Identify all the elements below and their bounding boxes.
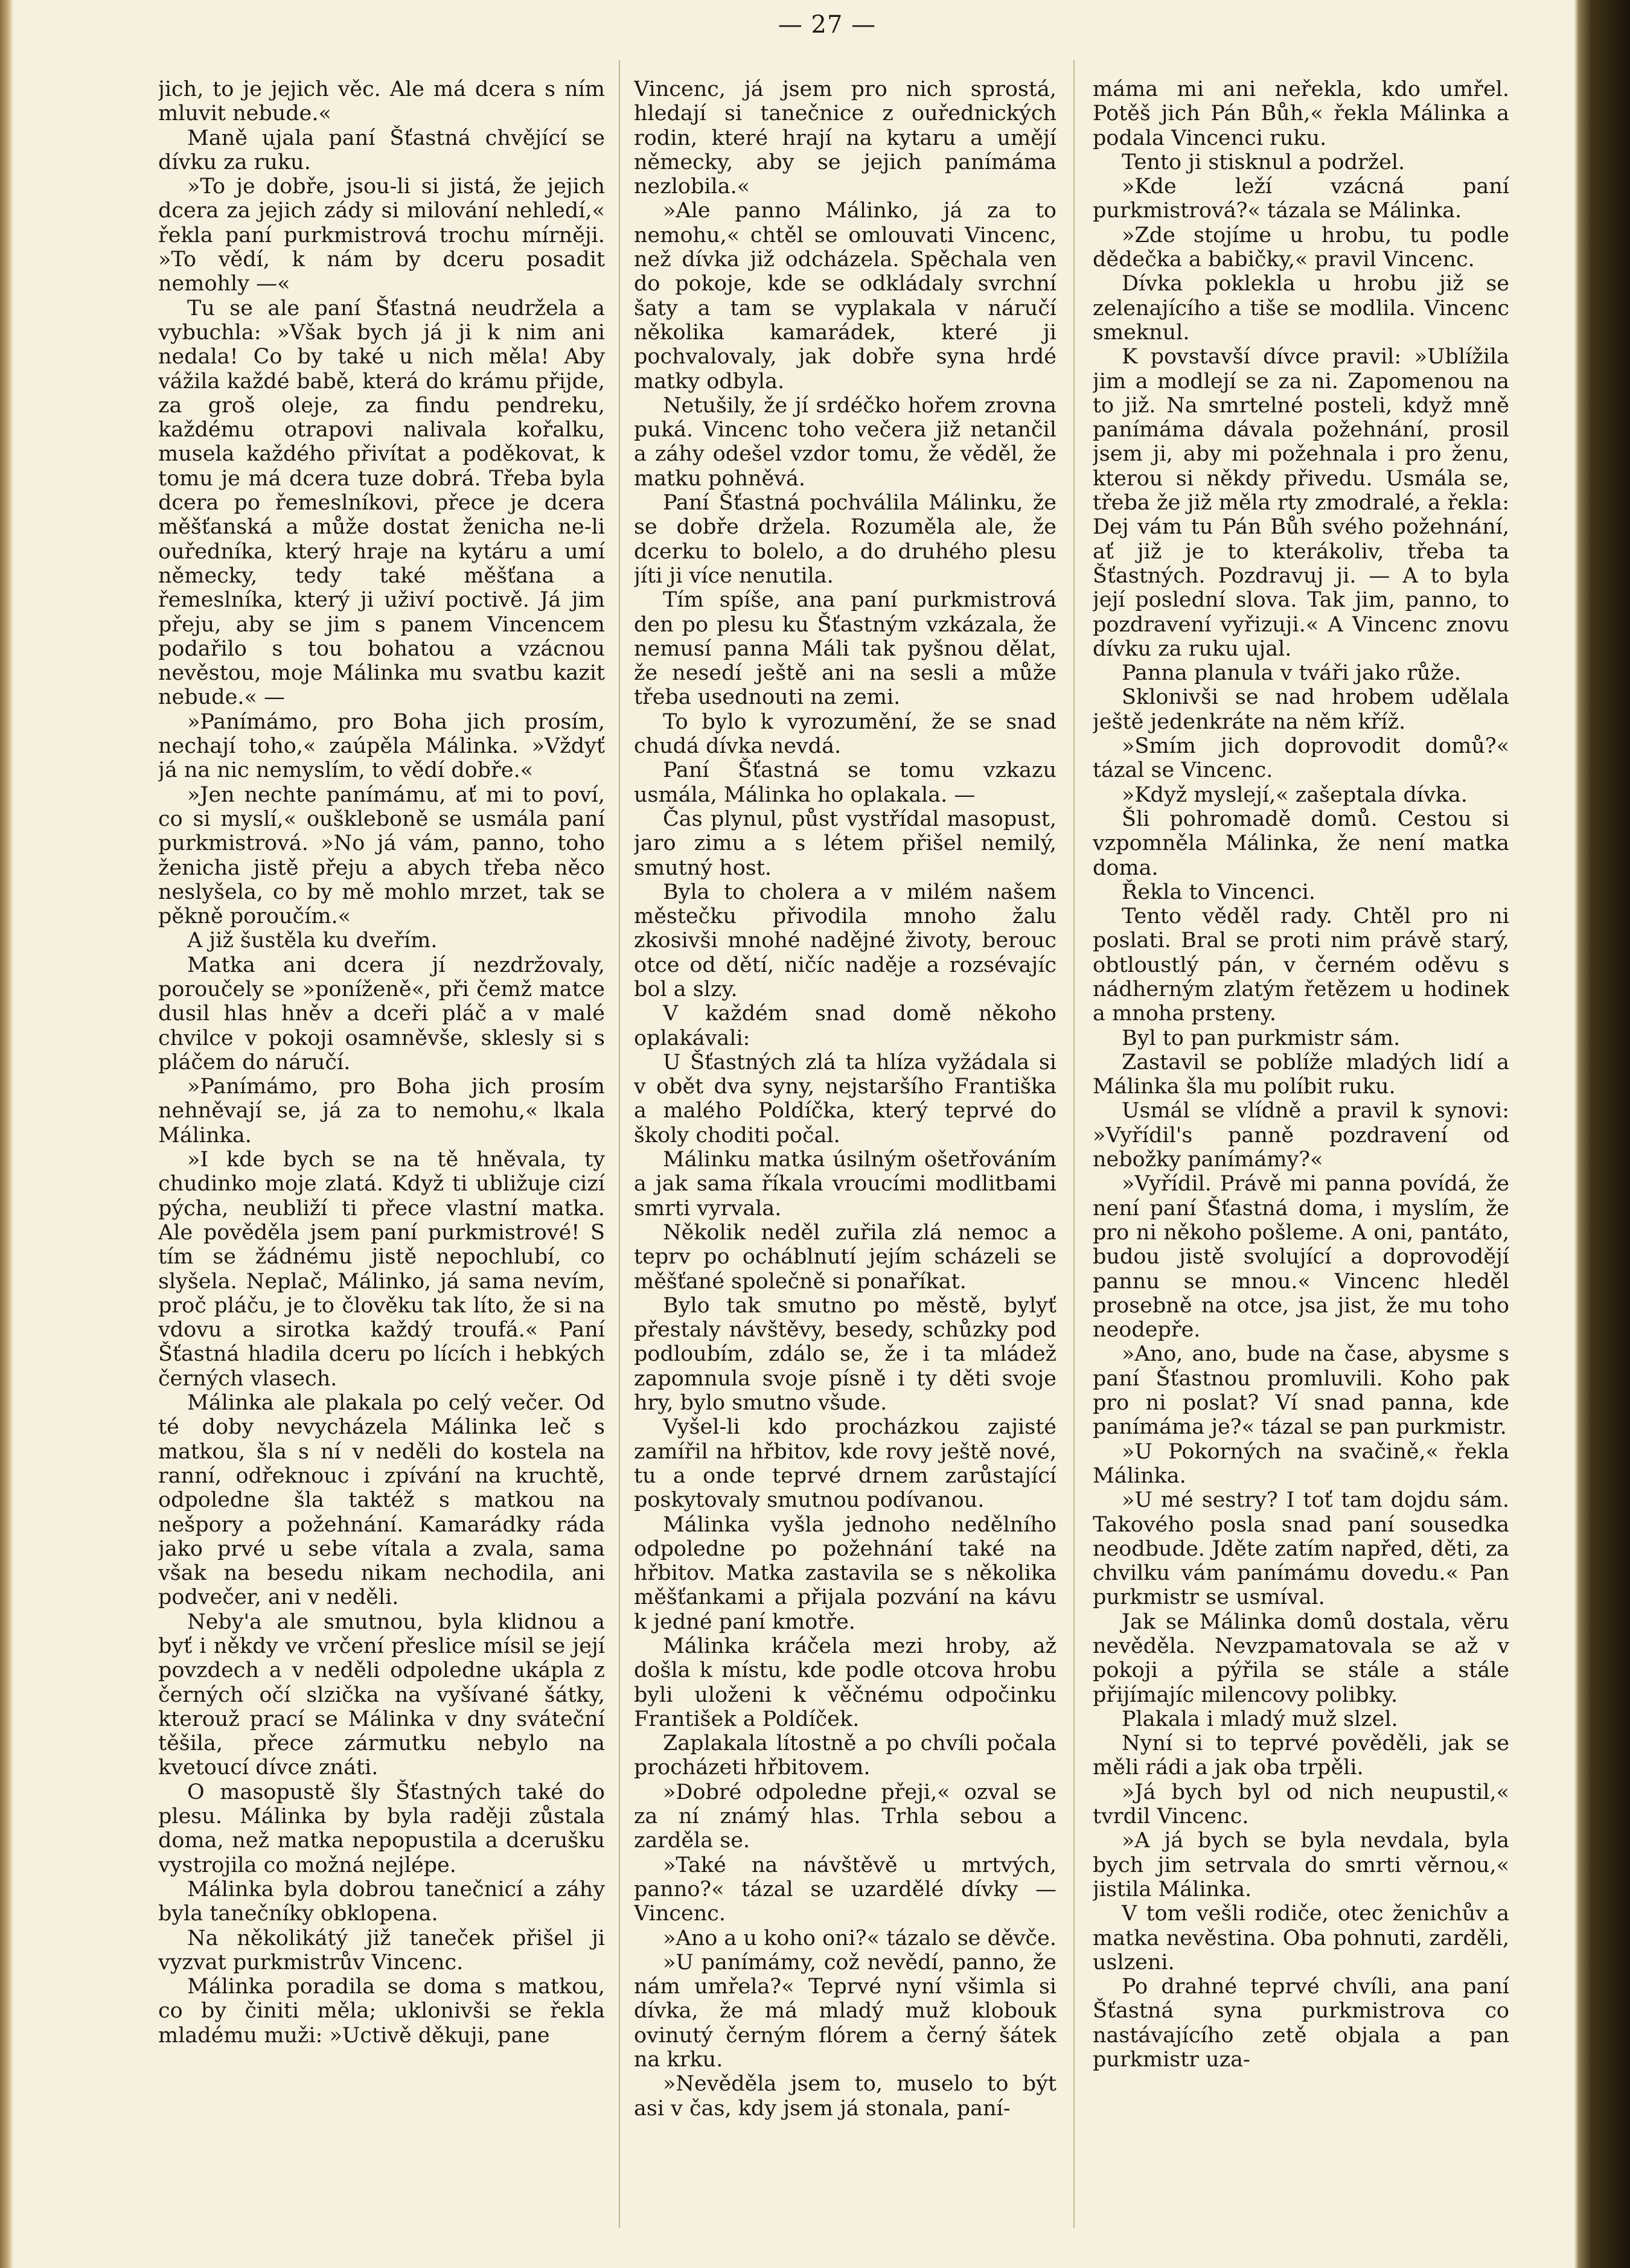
paragraph: Vyšel-li kdo procházkou zajisté zamířil na hřbitov, kde rovy ještě nové, tu a onde teprvé drnem zarůstající poskytovaly smutnou podívanou. [634,1415,1056,1513]
paragraph: Zastavil se poblíže mladých lidí a Málinka šla mu políbit ruku. [1093,1050,1509,1099]
paragraph: jich, to je jejich věc. Ale má dcera s ním mluvit nebude.« [158,77,605,126]
paragraph: Několik neděl zuřila zlá nemoc a teprv po ocháblnutí jejím scházeli se měšťané společně si ponaříkat. [634,1220,1056,1294]
paragraph: »To je dobře, jsou-li si jistá, že jejich dcera za jejich zády si milování nehledí,« řekla paní purkmistrová trochu mírněji. »To vědí, k nám by dceru posadit nemohly —« [158,174,605,296]
paragraph: »U mé sestry? I toť tam dojdu sám. Takového posla snad paní sousedka neodbude. Jděte zatím napřed, děti, za chvilku vám panímámu dovedu.« Pan purkmistr se usmíval. [1093,1488,1509,1610]
paragraph: Řekla to Vincenci. [1122,880,1315,904]
paragraph: Po drahné teprvé chvíli, ana paní Šťastná syna purkmistrova co nastávajícího zetě objala a pan purkmistr uza- [1093,1975,1509,2072]
text-column-3 [1093,77,1509,2226]
paragraph: Na několikátý již taneček přišel ji vyzvat purkmistrův Vincenc. [158,1926,605,1975]
paragraph: Tím spíše, ana paní purkmistrová den po plesu ku Šťastným vzkázala, že nemusí panna Máli tak pyšnou dělat, že nesedí ještě ani na sesli a může třeba usednouti na zemi. [634,588,1056,710]
paragraph: A již šustěla ku dveřím. [187,928,438,953]
paragraph: Vincenc, já jsem pro nich sprostá, hledají si tanečnice z ouřednických rodin, které hrají na kytaru a umějí německy, aby se jejich panímáma nezlobila.« [634,77,1056,199]
paragraph: »Smím jich doprovodit domů?« tázal se Vincenc. [1093,734,1509,783]
paragraph: »Nevěděla jsem to, muselo to být asi v čas, kdy jsem já stonala, paní- [634,2072,1056,2121]
paragraph: Šli pohromadě domů. Cestou si vzpomněla Málinka, že není matka doma. [1093,807,1509,880]
paragraph: Málinka poradila se doma s matkou, co by činiti měla; uklonivši se řekla mladému muži: »Uctivě děkuji, pane [158,1975,605,2048]
paragraph: V každém snad domě někoho oplakávali: [634,1001,1056,1050]
paragraph: »Kde leží vzácná paní purkmistrová?« tázala se Málinka. [1093,174,1509,223]
paragraph: Usmál se vlídně a pravil k synovi: »Vyřídil's panně pozdravení od nebožky panímámy?« [1093,1099,1509,1172]
paragraph: »U panímámy, což nevědí, panno, že nám umřela?« Teprvé nyní všimla si dívka, že má mladý muž klobouk ovinutý černým flórem a černý šátek na krku. [634,1950,1056,2072]
paragraph: Bylo tak smutno po městě, bylyť přestaly návštěvy, besedy, schůzky pod podloubím, zdálo se, že i ta mládež zapomnula svoje písně i ty děti svoje hry, bylo smutno všude. [634,1293,1056,1416]
paragraph: »Já bych byl od nich neupustil,« tvrdil Vincenc. [1093,1780,1509,1829]
paragraph: Neby'a ale smutnou, byla klidnou a byť i někdy ve vrčení přeslice mísil se její povzdech a v neděli odpoledne ukápla z černých očí slzička na vyšívané šátky, kterouž prací se Málinka v dny sváteční těšila, přece zármutku nebylo na kvetoucí dívce znáti. [158,1609,605,1780]
paragraph: Nyní si to teprvé pověděli, jak se měli rádi a jak oba trpěli. [1093,1731,1509,1780]
paragraph: Maně ujala paní Šťastná chvějící se dívku za ruku. [158,126,605,174]
paragraph: »Dobré odpoledne přeji,« ozval se za ní známý hlas. Trhla sebou a zarděla se. [634,1780,1056,1853]
paragraph: »U Pokorných na svačině,« řekla Málinka. [1093,1439,1509,1488]
paragraph: »Vyřídil. Právě mi panna povídá, že není paní Šťastná doma, i myslím, že pro ni někoho pošleme. A oni, pantáto, budou jistě svolující a doprovodějí pannu se mnou.« Vincenc hleděl prosebně na otce, jsa jist, že mu toho neodepře. [1093,1172,1509,1343]
text-column-1 [158,77,605,2226]
page-number: — 27 — [778,11,877,39]
paragraph: »Také na návštěvě u mrtvých, panno?« tázal se uzardělé dívky — Vincenc. [634,1853,1056,1926]
paragraph: K povstavší dívce pravil: »Ublížila jim a modlejí se za ni. Zapomenou na to již. Na smrtelné posteli, když mně panímáma dávala požehnání, prosil jsem ji, aby mi požehnala i pro ženu, kterou si někdy přivedu. Usmála se, třeba že již měla rty zmodralé, a řekla: Dej vám tu Pán Bůh svého požehnání, ať již je to kterákoliv, třeba ta Šťastných. Pozdravuj ji. — A to byla její poslední slova. Tak jim, panno, to pozdravení vyřizuji.« A Vincenc znovu dívku za ruku ujal. [1093,345,1509,661]
paragraph: V tom vešli rodiče, otec ženichův a matka nevěstina. Oba pohnuti, zarděli, uslzeni. [1093,1902,1509,1975]
paragraph: »Ale panno Málinko, já za to nemohu,« chtěl se omlouvati Vincenc, než dívka již odcházela. Spěchala ven do pokoje, kde se odkládaly svrchní šaty a tam se vyplakala v náručí několika kamarádek, které ji pochvalovaly, jak dobře syna hrdé matky odbyla. [634,199,1056,394]
column-rule [619,60,620,2228]
paragraph: Plakala i mladý muž slzel. [1122,1707,1398,1731]
page-left-edge [0,0,13,2268]
paragraph: Netušily, že jí srdéčko hořem zrovna puká. Vincenc toho večera již netančil a záhy odešel vzdor tomu, že věděl, že matku pohněvá. [634,393,1056,491]
paragraph: »Jen nechte panímámu, ať mi to poví, co si myslí,« ouškleboně se usmála paní purkmistrová. »No já vám, panno, toho ženicha jistě přeju a abych třeba něco neslyšela, co by mě mohlo mrzet, tak se pěkně poroučím.« [158,782,605,929]
paragraph: »I kde bych se na tě hněvala, ty chudinko moje zlatá. Když ti ubližuje cizí pýcha, neubliží ti přece vlastní matka. Ale pověděla jsem paní purkmistrové! S tím se žádnému jistě nepochlubí, co slyšela. Neplač, Málinko, já sama nevím, proč pláču, je to člověku tak líto, že si na vdovu a sirotka každý troufá.« Paní Šťastná hladila dceru po lících i hebkých černých vlasech. [158,1148,605,1391]
paragraph: Málinka byla dobrou tanečnicí a záhy byla tanečníky obklopena. [158,1877,605,1926]
paragraph: Tu se ale paní Šťastná neudržela a vybuchla: »Však bych já ji k nim ani nedala! Co by také u nich měla! Aby vážila každé babě, která do krámu přijde, za groš oleje, za findu pendreku, každému otrapovi nalivala kořalku, musela každého přivítat a poděkovat, k tomu je má dcera tuze dobrá. Třeba byla dcera po řemeslníkovi, přece je dcera měšťanská a může dostat ženicha ne-li ouředníka, který hraje na kytáru a umí německy, tedy také měšťana a řemeslníka, který ji uživí poctivě. Já jim přeju, aby se jim s panem Vincencem podařilo s tou bohatou a vzácnou nevěstou, moje Málinka mu svatbu kazit nebude.« — [158,296,605,710]
paragraph: Dívka poklekla u hrobu již se zelenajícího a tiše se modlila. Vincenc smeknul. [1093,272,1509,345]
paragraph: »A já bych se byla nevdala, byla bych jim setrvala do smrti věrnou,« jistila Málinka. [1093,1829,1509,1902]
paragraph: Málinku matka úsilným ošetřováním a jak sama říkala vroucími modlitbami smrti vyrvala. [634,1148,1056,1221]
paragraph: »Panímámo, pro Boha jich prosím nehněvají se, já za to nemohu,« lkala Málinka. [158,1075,605,1148]
paragraph: Málinka kráčela mezi hroby, až došla k místu, kde podle otcova hrobu byli uloženi k věčnému odpočinku František a Poldíček. [634,1634,1056,1731]
text-column-2 [634,77,1056,2226]
paragraph: U Šťastných zlá ta hlíza vyžádala si v obět dva syny, nejstaršího Františka a malého Poldíčka, který teprvé do školy choditi počal. [634,1050,1056,1148]
paragraph: Málinka ale plakala po celý večer. Od té doby nevycházela Málinka leč s matkou, šla s ní v neděli do kostela na ranní, odřeknouc i zpívání na kruchtě, odpoledne šla taktéž s matkou na nešpory a požehnání. Kamarádky ráda jako prvé u sebe vítala a zvala, sama však na besedu nikam nechodila, ani podvečer, ani v neděli. [158,1391,605,1610]
paragraph: Jak se Málinka domů dostala, věru nevěděla. Nevzpamatovala se až v pokoji a pýřila se stále a stále přijímajíc milencovy polibky. [1093,1609,1509,1707]
paragraph: O masopustě šly Šťastných také do plesu. Málinka by byla raději zůstala doma, než matka nepopustila a dcerušku vystrojila co možná nejlépe. [158,1780,605,1877]
page-binding-shadow [1574,0,1630,2268]
paragraph: Paní Šťastná se tomu vzkazu usmála, Málinka ho oplakala. — [634,758,1056,807]
paragraph: »Zde stojíme u hrobu, tu podle dědečka a babičky,« pravil Vincenc. [1093,223,1509,272]
paragraph: Zaplakala lítostně a po chvíli počala procházeti hřbitovem. [634,1731,1056,1780]
paragraph: Tento věděl rady. Chtěl pro ni poslati. Bral se proti nim právě starý, obtloustlý pán, v černém oděvu s nádherným zlatým řetězem u hodinek a mnoha prsteny. [1093,904,1509,1026]
paragraph: máma mi ani neřekla, kdo umřel. Potěš jich Pán Bůh,« řekla Málinka a podala Vincenci ruku. [1093,77,1509,150]
paragraph: Tento ji stisknul a podržel. [1122,150,1405,174]
paragraph: »Ano a u koho oni?« tázalo se děvče. [663,1926,1056,1950]
column-rule [1073,60,1075,2228]
paragraph: Panna planula v tváři jako růže. [1122,661,1461,686]
paragraph: To bylo k vyrozumění, že se snad chudá dívka nevdá. [634,709,1056,759]
paragraph: Byla to cholera a v milém našem městečku přivodila mnoho žalu zkosivši mnohé nadějné životy, berouc otce od dětí, ničíc naděje a rozsévajíc bol a slzy. [634,880,1056,1001]
paragraph: Sklonivši se nad hrobem udělala ještě jedenkráte na něm kříž. [1093,685,1509,734]
paragraph: Čas plynul, půst vystřídal masopust, jaro zimu a s létem přišel nemilý, smutný host. [634,807,1056,880]
paragraph: Paní Šťastná pochválila Málinku, že se dobře držela. Rozuměla ale, že dcerku to bolelo, a do druhého plesu jíti ji více nenutila. [634,491,1056,588]
paragraph: Byl to pan purkmistr sám. [1122,1026,1401,1050]
paragraph: »Panímámo, pro Boha jich prosím, nechají toho,« zaúpěla Málinka. »Vždyť já na nic nemyslím, to vědí dobře.« [158,709,605,783]
paragraph: Matka ani dcera jí nezdržovaly, poroučely se »poníženě«, při čemž matce dusil hlas hněv a dceři pláč a v malé chvilce v pokoji osamněvše, sklesly si s pláčem do náručí. [158,953,605,1075]
paragraph: Málinka vyšla jednoho nedělního odpoledne po požehnání také na hřbitov. Matka zastavila se s několika měšťankami a přijala pozvání na kávu k jedné paní kmotře. [634,1512,1056,1634]
paragraph: »Ano, ano, bude na čase, abysme s paní Šťastnou promluvili. Koho pak pro ni poslat? Ví snad panna, kde panímáma je?« tázal se pan purkmistr. [1093,1342,1509,1440]
paragraph: »Když myslejí,« zašeptala dívka. [1122,782,1468,807]
